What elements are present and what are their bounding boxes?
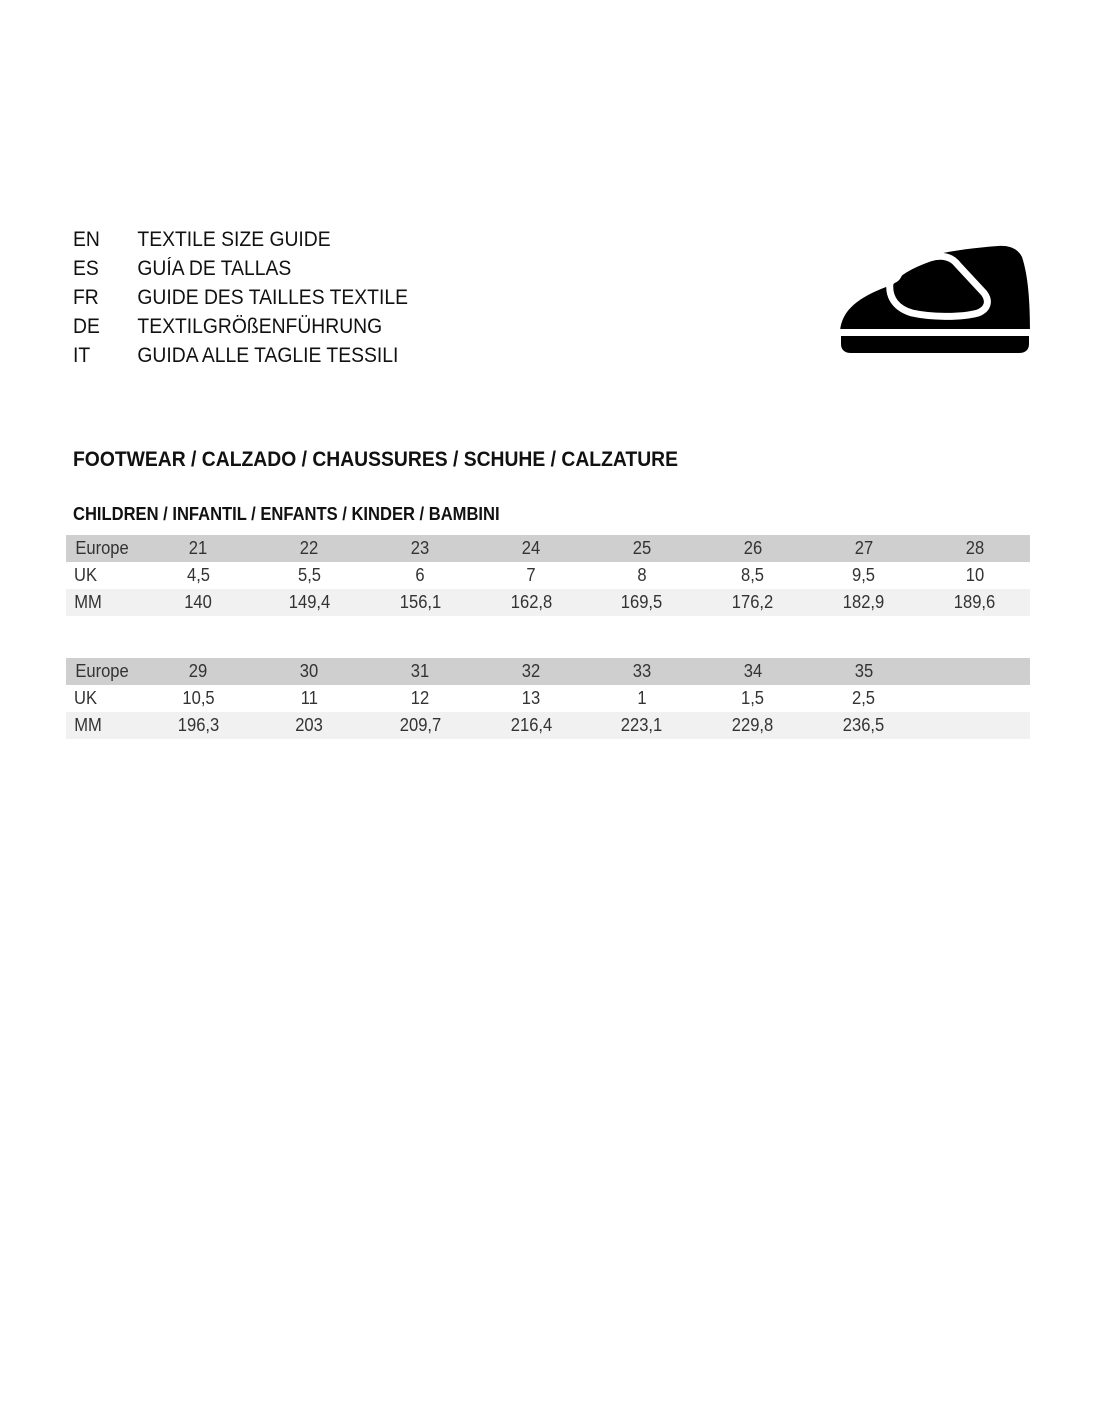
size-cell: 13 [521,688,541,708]
size-cell [919,685,1030,712]
size-cell: 24 [521,538,541,558]
guide-title: TEXTILE SIZE GUIDE [137,227,331,251]
size-cell [919,712,1030,739]
language-title-list [73,225,437,370]
size-cell: 203 [295,715,324,735]
row-label: Europe [75,661,129,681]
size-cell: 32 [521,661,541,681]
section-heading: FOOTWEAR / CALZADO / CHAUSSURES / SCHUHE / CALZATURE [73,448,679,471]
size-cell: 7 [526,565,536,585]
size-cell: 209,7 [399,715,441,735]
title-row-fr [73,283,408,312]
size-cell: 196,3 [177,715,220,735]
title-row-de [73,312,408,341]
size-cell: 10,5 [182,688,215,708]
size-cell: 29 [189,661,208,681]
size-cell: 11 [300,688,318,708]
title-row-es [73,254,408,283]
guide-title: TEXTILGRÖßENFÜHRUNG [137,314,383,338]
size-cell: 169,5 [621,592,663,612]
language-code: EN [73,227,100,251]
size-cell: 182,9 [842,592,885,612]
size-cell: 223,1 [621,715,663,735]
row-label: MM [74,592,102,612]
size-cell: 2,5 [852,688,876,708]
row-label: UK [74,565,98,585]
size-cell: 21 [189,538,208,558]
language-code: ES [73,256,99,280]
size-cell: 140 [184,592,213,612]
size-cell: 34 [743,661,763,681]
mm-size-row [66,712,1030,739]
guide-title: GUIDA ALLE TAGLIE TESSILI [137,343,399,367]
size-cell: 236,5 [842,715,885,735]
size-cell: 216,4 [510,715,552,735]
size-cell: 229,8 [732,715,774,735]
size-cell: 27 [854,538,873,558]
language-code: DE [73,314,100,338]
size-cell: 30 [300,661,319,681]
size-cell: 176,2 [732,592,774,612]
size-cell: 156,1 [399,592,441,612]
size-cell: 4,5 [186,565,210,585]
size-cell: 6 [415,565,425,585]
size-cell: 25 [632,538,652,558]
size-cell: 12 [410,688,430,708]
size-cell: 22 [300,538,319,558]
title-row-en [73,225,408,254]
language-code: IT [73,343,91,367]
size-cell: 1,5 [741,688,765,708]
size-cell: 35 [854,661,873,681]
row-label: Europe [75,538,129,558]
size-cell: 1 [637,688,647,708]
size-cell: 23 [410,538,430,558]
size-cell: 33 [632,661,652,681]
mm-size-row [66,589,1030,616]
uk-size-row [66,562,1030,589]
children-shoe-velcro-icon [838,243,1032,355]
europe-size-row [66,535,1030,562]
size-cell: 9,5 [852,565,876,585]
size-cell: 5,5 [297,565,321,585]
title-row-it [73,341,408,370]
guide-title: GUÍA DE TALLAS [137,256,292,280]
europe-size-row [66,658,1030,685]
size-cell [919,658,1030,685]
row-label: MM [74,715,102,735]
size-cell: 10 [965,565,984,585]
uk-size-row [66,685,1030,712]
size-table [66,658,1030,739]
size-cell: 8,5 [741,565,765,585]
size-cell: 8 [637,565,647,585]
size-table [66,535,1030,616]
size-cell: 149,4 [288,592,331,612]
size-cell: 31 [410,661,430,681]
size-cell: 189,6 [953,592,996,612]
language-code: FR [73,285,99,309]
size-cell: 28 [965,538,984,558]
sub-heading: CHILDREN / INFANTIL / ENFANTS / KINDER / BAMBINI [73,504,500,524]
size-cell: 162,8 [510,592,552,612]
size-cell: 26 [743,538,763,558]
guide-title: GUIDE DES TAILLES TEXTILE [137,285,408,309]
row-label: UK [74,688,98,708]
